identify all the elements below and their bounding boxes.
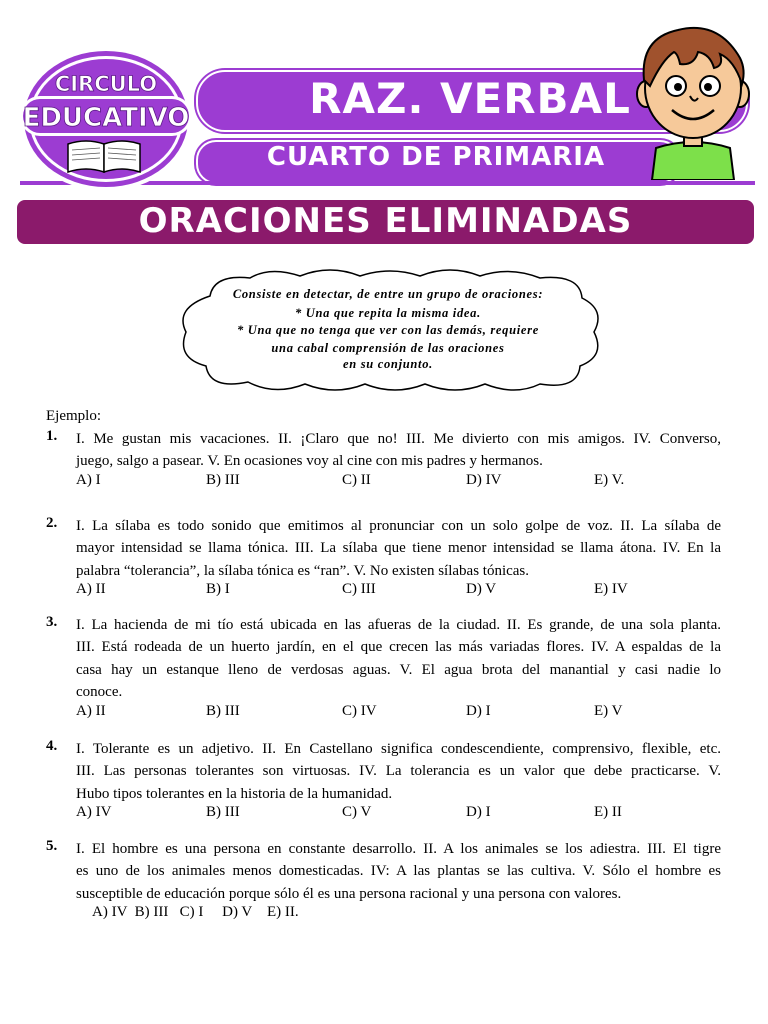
logo-text-bottom: EDUCATIVO bbox=[22, 103, 190, 133]
option-b: B) III bbox=[206, 804, 240, 820]
question-number: 3. bbox=[46, 614, 58, 630]
option-d: D) I bbox=[466, 703, 491, 719]
question-number: 5. bbox=[46, 838, 58, 854]
option-d: D) I bbox=[466, 804, 491, 820]
option-c: C) V bbox=[342, 804, 372, 820]
option-a: A) II bbox=[76, 703, 106, 719]
question-number: 1. bbox=[46, 428, 58, 444]
option-d: D) V bbox=[466, 581, 497, 597]
option-d: D) IV bbox=[466, 472, 502, 488]
header-subtitle: CUARTO DE PRIMARIA bbox=[266, 142, 606, 172]
option-e: E) V bbox=[594, 703, 623, 719]
cloud-line-1: Consiste en detectar, de entre un grupo de oraciones: bbox=[232, 287, 544, 301]
option-a: A) I bbox=[76, 472, 101, 488]
option-b: B) I bbox=[206, 581, 230, 597]
option-a: A) IV bbox=[76, 804, 112, 820]
cloud-line-4: una cabal comprensión de las oraciones bbox=[271, 341, 505, 355]
question-number: 2. bbox=[46, 515, 58, 531]
question-text: I. La sílaba es todo sonido que emitimos al pronunciar con un solo golpe de voz. II. La sílaba de mayor intensidad se llama tónica. III. La sílaba que tiene menor intensidad se llama átona. IV. En la palabra “tolerancia”, la sílaba tónica es “ran”. V. No existen sílabas tónicas. bbox=[76, 518, 721, 579]
header-title: RAZ. VERBAL bbox=[309, 74, 631, 123]
page-title: ORACIONES ELIMINADAS bbox=[138, 201, 633, 241]
options-inline: A) IV B) III C) I D) V E) II. bbox=[92, 904, 299, 920]
option-e: E) V. bbox=[594, 472, 625, 488]
question-text: I. Tolerante es un adjetivo. II. En Castellano significa condescendiente, comprensivo, flexible, etc. III. Las personas tolerantes son virtuosas. IV. La tolerancia es un valor que debe practicarse. V. Hubo tipos tolerantes en la historia de la humanidad. bbox=[76, 741, 721, 802]
cloud-line-5: en su conjunto. bbox=[342, 357, 434, 371]
logo-text-top: CIRCULO bbox=[54, 72, 158, 96]
question-text: I. La hacienda de mi tío está ubicada en las afueras de la ciudad. II. Es grande, de una sola planta. III. Está rodeada de un huerto jardín, en el que crecen las más variadas flores. IV. A espaldas de la casa hay un estanque lleno de verdosas aguas. V. El agua brota del manantial y casi nadie lo conoce. bbox=[76, 617, 721, 700]
question-text: I. Me gustan mis vacaciones. II. ¡Claro que no! III. Me divierto con mis amigos. IV. Converso, juego, salgo a pasear. V. En ocasiones voy al cine con mis padres y hermanos. bbox=[76, 431, 721, 470]
cloud-line-2: * Una que repita la misma idea. bbox=[295, 306, 481, 320]
example-label: Ejemplo: bbox=[46, 408, 101, 424]
option-a: A) II bbox=[76, 581, 106, 597]
book-icon bbox=[68, 141, 140, 172]
option-b: B) III bbox=[206, 472, 240, 488]
cloud-line-3: * Una que no tenga que ver con las demás, requiere bbox=[236, 323, 539, 337]
logo bbox=[16, 44, 196, 194]
option-e: E) II bbox=[594, 804, 622, 820]
option-c: C) IV bbox=[342, 703, 377, 719]
option-c: C) II bbox=[342, 472, 371, 488]
option-c: C) III bbox=[342, 581, 376, 597]
option-b: B) III bbox=[206, 703, 240, 719]
option-e: E) IV bbox=[594, 581, 628, 597]
question-text: I. El hombre es una persona en constante desarrollo. II. A los animales se los adiestra. III. El tigre es uno de los animales menos domesticadas. IV: A las plantas se las cultiva. V. Sólo el hombre es susceptible de educación porque sólo él es una persona racional y una persona con valores. bbox=[76, 841, 721, 902]
question-number: 4. bbox=[46, 738, 58, 754]
boy-illustration bbox=[628, 8, 758, 180]
